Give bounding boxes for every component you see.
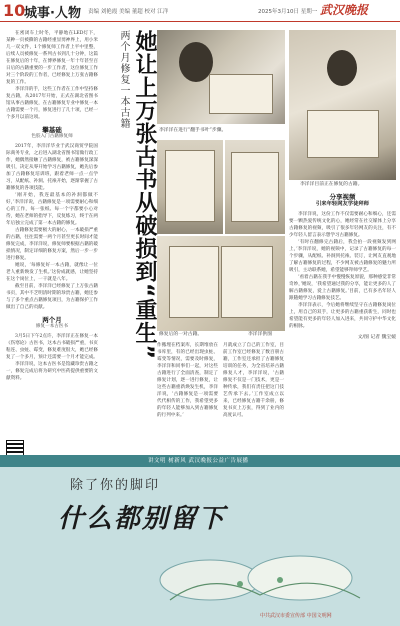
author-attribution: 文/图 记者 魏宝媛 bbox=[357, 335, 396, 340]
body-paragraph: 李洋洋表示，今后她将继续坚守在古籍修复岗位上，用自己的双手，让更多的古籍重获新生，同时也希望能有更多的年轻人加入进来，共同守护中华文化的根脉。 bbox=[289, 303, 396, 329]
subheading-line: 两个月 bbox=[42, 316, 62, 324]
subheading bbox=[289, 193, 396, 208]
newspaper-logo: 武汉晚报 bbox=[320, 3, 369, 17]
headline-main: 她让上万张古书从破损到“重生” bbox=[132, 30, 157, 360]
body-paragraph: 李洋洋说，这份工作不仅需要耐心和细心，还需要一颗热爱传统文化的心，她经常在社交媒体上分享古籍修复的视频，吸引了很多年轻网友的关注，有不少年轻人留言表示想学习古籍修复。 bbox=[289, 212, 396, 238]
photo-restored-book-1 bbox=[157, 140, 223, 234]
body-paragraph: ‘看着古籍在我手中慢慢恢复原貌，那种感觉非常奇妙，’她说，‘我希望通过我的分享，能让更多的人了解古籍修复，爱上古籍修复。’目前，已有多名年轻人跟随她学习古籍修复技艺。 bbox=[289, 275, 396, 301]
body-paragraph: ‘刚开始，我连最基本的补洞都做不好，’李洋洋说，古籍修复是一项需要耐心和细心的工作，每一张纸、每一个字都要小心对待，她在老师的指导下，反复练习，终于在两年后独立完成了第一本古籍的修复。 bbox=[6, 193, 98, 226]
body-paragraph: 3月5日下午2点许，李洋洋正在修复一本《伤寒论》古医书，这本古书破损严重，书页粘连、虫蛀、霉变，修复难度很大，她已经修复了一个多月，预计还需要一个月才能完成。 bbox=[6, 334, 98, 360]
footprint-illustration bbox=[150, 540, 370, 614]
ad-headline-line2: 什么都别留下 bbox=[58, 504, 227, 534]
left-column bbox=[6, 30, 98, 382]
body-paragraph: 她说，‘每修复好一本古籍，就像让一位老人重新焕发了生机。’这份成就感，让她坚持在这个岗位上，一干就是八年。 bbox=[6, 263, 98, 282]
subheading bbox=[6, 126, 98, 140]
photo-caption: 修复后的一对古籍。 bbox=[159, 332, 203, 337]
section-title: 城事·人物 bbox=[24, 6, 81, 21]
body-paragraph: 2017年，李洋洋毕业于武汉商贸学院国际商务专业，之后进入湖北省图书馆做行政工作，她偶然接触了古籍修复，被古籍修复深深吸引，决定从零开始学习古籍修复，她先后参加了古籍修复培训班，跟着老师一点一点学习，从配纸、补洞、托裱开始，逐渐掌握了古籍修复的各项技能。 bbox=[6, 144, 98, 191]
body-paragraph: 截至目前，李洋洋已经修复了上万张古籍书页，其中不乏明清时期的珍贵古籍，她还参与了多个重点古籍修复项目，为古籍保护工作做出了自己的贡献。 bbox=[6, 284, 98, 310]
photo-open-book bbox=[157, 236, 285, 331]
ad-headline-line1: 除了你的脚印 bbox=[70, 478, 161, 493]
body-paragraph: 古籍修复需要极大的耐心，一本破损严重的古籍，往往需要一两个月甚至更长时间才能修复完成，李洋洋说，修复师要根据古籍的破损情况，制定详细的修复方案，然后一步一步进行修复。 bbox=[6, 228, 98, 261]
subheading-line: 分享视频 bbox=[329, 193, 356, 201]
headline-subtitle: 两个月修复一本古籍 bbox=[118, 30, 129, 129]
issue-date: 2025年3月10日 星期一 bbox=[258, 9, 318, 15]
page-header bbox=[0, 0, 400, 22]
ad-top-text: 讲文明 树新风 武汉晚报公益广告展播 bbox=[148, 458, 249, 464]
editor-credits: 责编 刘艳霞 美编 董超 校对 江洋 bbox=[88, 9, 169, 15]
body-paragraph: ‘有时在翻修完古籍后，我会拍一段视频发到网上，’李洋洋说，她的视频中，记录了古籍修复的每一个步骤，从配纸、补洞到托裱、装订，让网友直观地了解古籍修复的过程，不少网友被古籍修复的魅力所吸引，主动联系她，希望能够拜师学艺。 bbox=[289, 240, 396, 273]
intro-paragraph: 在密闭车上时冬，平静地在LED灯下，某种一页被撕的古籍经重显剪神界上，用小米几一双文件，1个修复师工作者上平中里整，后续人员被修复一系列古书到几十分钟，这篇在修复后的十年，在博界修复一年十年甚至百日后的古籍重要的一步工作者，这位修复工作对三个阶段的工作者，已经修复上万张古籍修复的工作。 bbox=[6, 31, 98, 85]
middle-column-a: 作搬埋在档案库，长期堆放在书库里，有的已经出现虫蛀、霉变等情况，需要及时修复，李洋洋和同事们一起，对这些古籍进行了全面清查，制定了修复计划，逐一进行修复，让这些古籍重新焕发生机，李洋洋说，‘古籍修复是一项需要代代相传的工作，我希望更多的年轻人能够加入到古籍修复的行列中来。’ bbox=[157, 343, 218, 418]
middle-column-b: 月就成立了自己的工作室，目前工作室已经修复了数百册古籍，工作室还承担了古籍修复培训的任务，为全省培养古籍修复人才，李洋洋说，‘古籍修复不仅是一门技术，更是一种传承，我们有责任把这门技艺传承下去。’工作室成立以来，已经修复古籍千余册，修复书页上万张，得到了业内的高度认可。 bbox=[223, 343, 284, 418]
photo-caption: 李洋洋在进行“翻手书叶”步骤。 bbox=[159, 128, 227, 133]
photo-caption: 李洋洋目前正在修复的古籍。 bbox=[300, 182, 363, 187]
subheading-line-2: 色胶入门古籍修复师 bbox=[31, 134, 73, 139]
ad-footer: 中共武汉市委宣传部 中国文明网 bbox=[260, 613, 332, 619]
right-column bbox=[289, 190, 396, 340]
subheading bbox=[6, 316, 98, 330]
photo-restorer-portrait bbox=[289, 30, 396, 180]
photo-credit: 李洋洋供图 bbox=[248, 332, 272, 337]
subheading-line-2: 修复一本古医书 bbox=[35, 324, 69, 329]
intro-paragraph: 李洋洋的手，这些工作者在工作中坚持修复古籍，从2017年开始，正式在湖北省图书馆从事古籍修复，在古籍修复专业中修复一本古籍需要一个月，修复进行了几十项，已经一个多月以前这项。 bbox=[6, 87, 98, 120]
page-number: 10 bbox=[3, 1, 26, 20]
body-paragraph: 李洋洋说，这本古医书是馆藏珍贵古籍之一，修复完成后将为研究中医药提供重要的文献资料。 bbox=[6, 362, 98, 381]
photo-restorer-at-work bbox=[157, 30, 285, 124]
subheading-line: 攀基础 bbox=[42, 126, 62, 134]
subheading-line-2: 引来年轻网友学徒拜师 bbox=[316, 201, 369, 207]
photo-restored-book-2 bbox=[225, 140, 285, 234]
